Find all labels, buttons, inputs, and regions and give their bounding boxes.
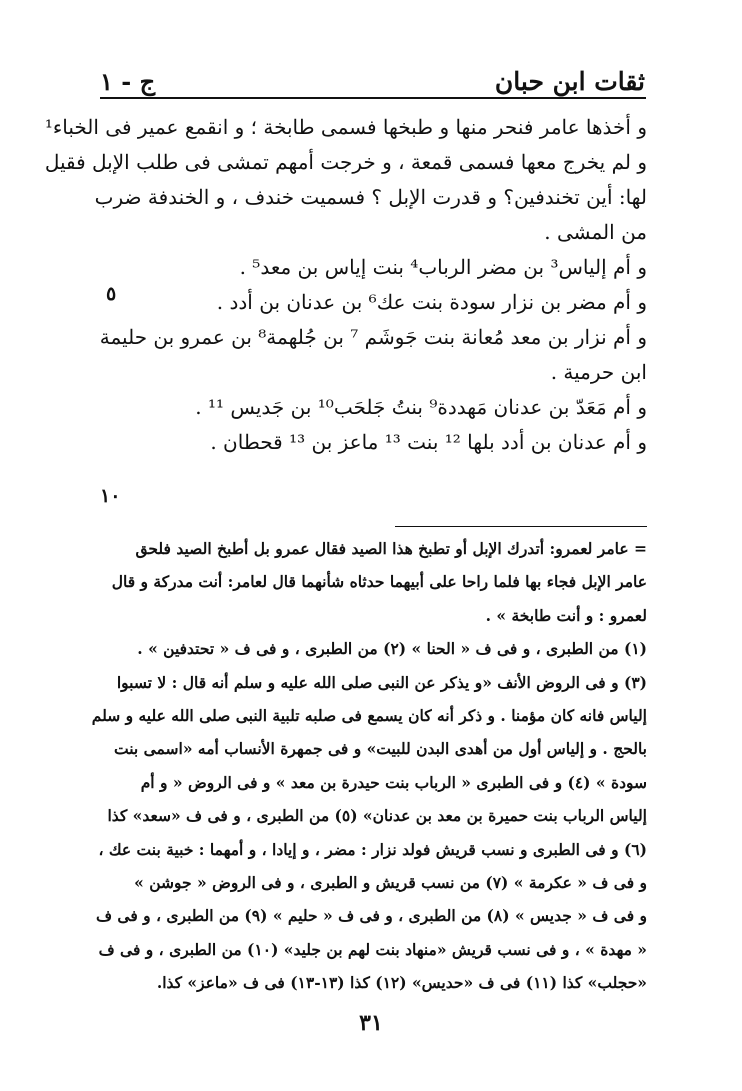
line-number-5: ٥: [106, 283, 117, 305]
footnote-line: بالحج . و إلياس أول من أهدى البدن للبيت» و فى جمهرة الأنساب أمه «اسمى بنت: [114, 739, 647, 759]
footnote-line: إلياس الرباب بنت حميرة بن معد بن عدنان» (٥) من الطبرى ، و فى ف «سعد» كذا: [107, 806, 647, 826]
footnote-line: و فى ف « جديس » (٨) من الطبرى ، و فى ف « حليم » (٩) من الطبرى ، و فى ف: [95, 906, 647, 926]
running-title: ثقات ابن حبان: [494, 67, 645, 96]
body-line: و أخذها عامر فنحر منها و طبخها فسمى طابخة ؛ و انقمع عمير فى الخباء¹: [44, 115, 647, 139]
footnote-rule: [395, 526, 647, 527]
body-line: و أم عدنان بن أدد بلها ¹² بنت ¹³ ماعز بن ¹³ قحطان .: [210, 430, 647, 454]
line-number-10: ١٠: [100, 485, 121, 507]
footnote-line: « مهدة » ، و فى نسب قريش «منهاد بنت لهم بن جليد» (١٠) من الطبرى ، و فى ف: [98, 939, 647, 959]
main-text: [44, 110, 647, 460]
body-line: و أم إلياس³ بن مضر الرباب⁴ بنت إياس بن معد⁵ .: [239, 255, 647, 279]
body-line: من المشى .: [544, 220, 647, 244]
body-line: لها: أين تخندفين؟ و قدرت الإبل ؟ فسميت خندف ، و الخندفة ضرب: [94, 185, 647, 209]
body-line: ابن حرمية .: [550, 360, 647, 384]
footnote-line: (١) من الطبرى ، و فى ف « الحنا » (٢) من الطبرى ، و فى ف « تحتدفين » .: [137, 639, 647, 659]
page-header: [100, 60, 645, 96]
body-line: و أم مَعَدّ بن عدنان مَهددة⁹ بنتُ جَلحَب¹⁰ بن جَديس ¹¹ .: [195, 395, 647, 419]
footnote-line: و فى ف « عكرمة » (٧) من نسب قريش و الطبرى ، و فى الروض « جوشن »: [134, 873, 647, 893]
body-line: و أم مضر بن نزار سودة بنت عك⁶ بن عدنان بن أدد .: [216, 290, 647, 314]
footnotes: [91, 532, 647, 1000]
footnote-line: «حجلب» كذا (١١) فى ف «حديس» (١٢) كذا (١٣-١٣) فى ف «ماعز» كذا.: [156, 973, 647, 993]
footnote-line: لعمرو : و أنت طابخة » .: [485, 605, 647, 625]
page-number: ٣١: [359, 1010, 383, 1036]
header-rule: [100, 97, 646, 99]
footnote-line: (٦) و فى الطبرى و نسب قريش فولد نزار : مضر ، و إيادا ، و أمهما : خبية بنت عك ،: [98, 839, 647, 859]
footnote-line: إلياس فانه كان مؤمنا . و ذكر أنه كان يسمع فى صلبه تلبية النبى صلى الله عليه و سلم: [91, 706, 647, 726]
volume-label: ج - ١: [100, 67, 156, 96]
footnote-line: = عامر لعمرو: أتدرك الإبل أو تطبخ هذا الصيد فقال عمرو بل أطبخ الصيد فلحق: [135, 539, 647, 558]
footnote-line: (٣) و فى الروض الأنف «و يذكر عن النبى صلى الله عليه و سلم أنه قال : لا تسبوا: [116, 672, 647, 692]
body-line: و لم يخرج معها فسمى قمعة ، و خرجت أمهم تمشى فى طلب الإبل فقيل: [44, 150, 647, 174]
footnote-line: عامر الإبل فجاء بها فلما راحا على أبيهما حدثاه شأنهما قال لعامر: أنت مدركة و قال: [111, 572, 647, 592]
footnote-line: سودة » (٤) و فى الطبرى « الرباب بنت حيدرة بن معد » و فى الروض « و أم: [140, 772, 647, 792]
body-line: و أم نزار بن معد مُعانة بنت جَوشَم ⁷ بن جُلهمة⁸ بن عمرو بن حليمة: [99, 325, 647, 349]
